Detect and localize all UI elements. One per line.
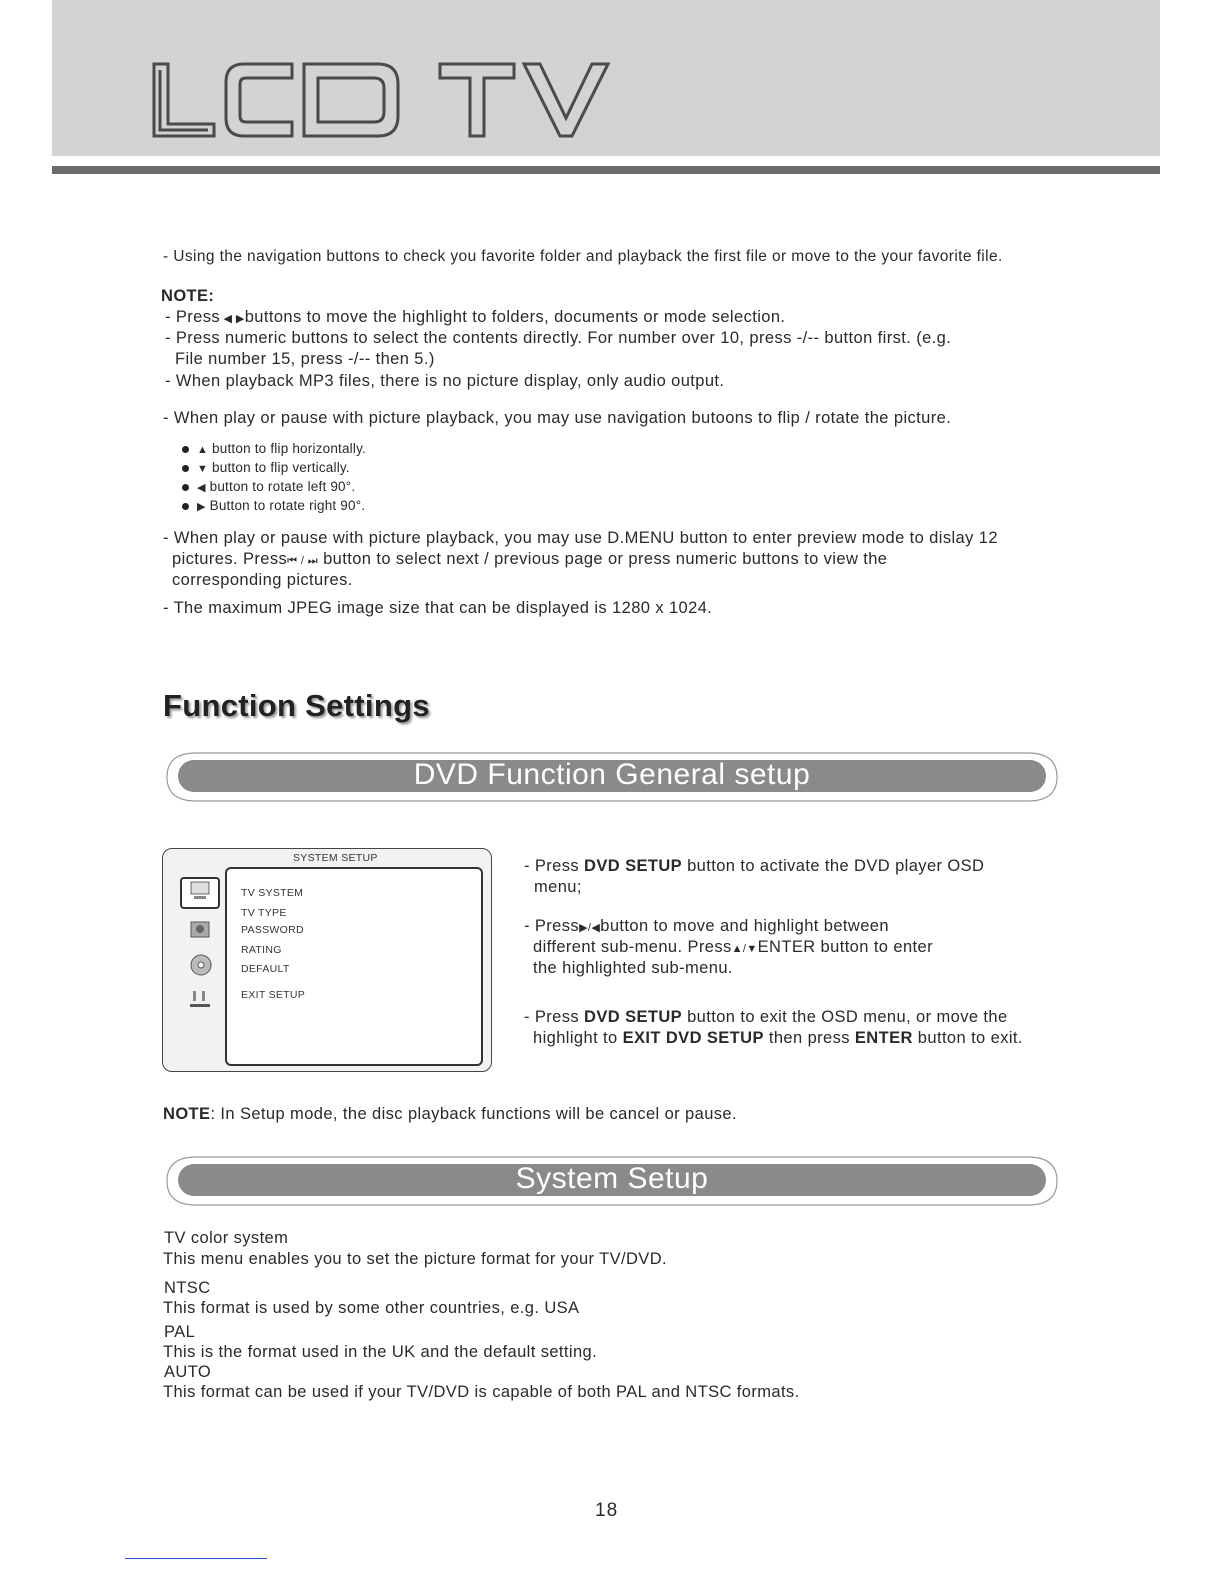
up-down-arrow-icon: ▲/▼: [731, 943, 758, 955]
setup-para-2-cont: the highlighted sub-menu.: [533, 959, 733, 977]
intro-line: - Using the navigation buttons to check you favorite folder and playback the first file or move to the your favorite file.: [163, 248, 1003, 265]
setup-mode-note: NOTE: In Setup mode, the disc playback functions will be cancel or pause.: [163, 1105, 737, 1123]
down-triangle-icon: ▼: [197, 463, 209, 475]
banner-label: System Setup: [515, 1162, 709, 1195]
setup-para-1: - Press DVD SETUP button to activate the DVD player OSD: [524, 857, 985, 875]
system-line: NTSC: [164, 1279, 211, 1297]
lcd-tv-logo: [152, 62, 612, 138]
flip-intro: - When play or pause with picture playback, you may use navigation butoons to flip / rotate the picture.: [163, 409, 952, 427]
flip-bullet: ▶ Button to rotate right 90°.: [182, 496, 365, 517]
footer-link-line: [125, 1558, 267, 1559]
skip-icon: ⏮ / ⏭: [287, 555, 319, 567]
banner-dvd-general-setup: [166, 752, 1058, 802]
flip-bullet: ▼ button to flip vertically.: [182, 458, 350, 479]
left-right-arrow-icon: ◀ ▶: [220, 313, 245, 325]
osd-title: SYSTEM SETUP: [293, 852, 378, 864]
right-triangle-icon: ▶: [197, 501, 206, 513]
system-line: TV color system: [164, 1229, 289, 1247]
note-heading: NOTE:: [161, 287, 215, 305]
flip-bullet: ◀ button to rotate left 90°.: [182, 477, 355, 498]
note-line-3: File number 15, press -/-- then 5.): [175, 350, 435, 368]
jpeg-size-line: - The maximum JPEG image size that can be displayed is 1280 x 1024.: [163, 599, 713, 617]
system-line: PAL: [164, 1323, 196, 1341]
osd-item: EXIT SETUP: [241, 989, 306, 1001]
setup-para-1-cont: menu;: [534, 878, 582, 896]
osd-item: TV SYSTEM: [241, 887, 304, 899]
system-line: AUTO: [164, 1363, 212, 1381]
setup-para-3: - Press DVD SETUP button to exit the OSD menu, or move the: [524, 1008, 1008, 1026]
system-line: This menu enables you to set the picture format for your TV/DVD.: [163, 1250, 668, 1268]
note-line-2: - Press numeric buttons to select the contents directly. For number over 10, press -/-- button first. (e.g.: [165, 329, 952, 347]
note-line-4: - When playback MP3 files, there is no picture display, only audio output.: [165, 372, 725, 390]
system-line: This format is used by some other countries, e.g. USA: [163, 1299, 580, 1317]
banner-label: DVD Function General setup: [413, 758, 811, 791]
setup-para-2-cont: different sub-menu. Press▲/▼ENTER button to enter: [533, 938, 933, 956]
monitor-icon: [189, 881, 211, 901]
speaker-icon: [189, 919, 211, 939]
system-line: This is the format used in the UK and the default setting.: [163, 1343, 598, 1361]
system-line: This format can be used if your TV/DVD is capable of both PAL and NTSC formats.: [163, 1383, 800, 1401]
osd-item: RATING: [241, 944, 282, 956]
preview-line-3: corresponding pictures.: [172, 571, 353, 589]
note-line-1: - Press ◀ ▶buttons to move the highlight to folders, documents or mode selection.: [165, 308, 786, 326]
section-title: Function Settings: [163, 688, 430, 723]
setup-para-3-cont: highlight to EXIT DVD SETUP then press ENTER button to exit.: [533, 1029, 1023, 1047]
flip-bullet: ▲ button to flip horizontally.: [182, 439, 366, 460]
disc-icon: [187, 951, 213, 977]
left-triangle-icon: ◀: [197, 482, 206, 494]
left-right-arrow-icon: ▶/◀: [579, 922, 601, 934]
settings-icon: [188, 989, 212, 1009]
osd-item: DEFAULT: [241, 963, 290, 975]
banner-system-setup: [166, 1156, 1058, 1206]
header-rule: [52, 166, 1160, 174]
up-triangle-icon: ▲: [197, 444, 209, 456]
osd-item: PASSWORD: [241, 924, 304, 936]
osd-item: TV TYPE: [241, 907, 287, 919]
page-number: 18: [595, 1500, 619, 1521]
system-setup-osd: [162, 848, 492, 1072]
preview-line-1: - When play or pause with picture playback, you may use D.MENU button to enter preview mode to dislay 12: [163, 529, 998, 547]
setup-para-2: - Press▶/◀button to move and highlight between: [524, 917, 889, 935]
preview-line-2: pictures. Press⏮ / ⏭ button to select next / previous page or press numeric buttons to view the: [172, 550, 888, 568]
